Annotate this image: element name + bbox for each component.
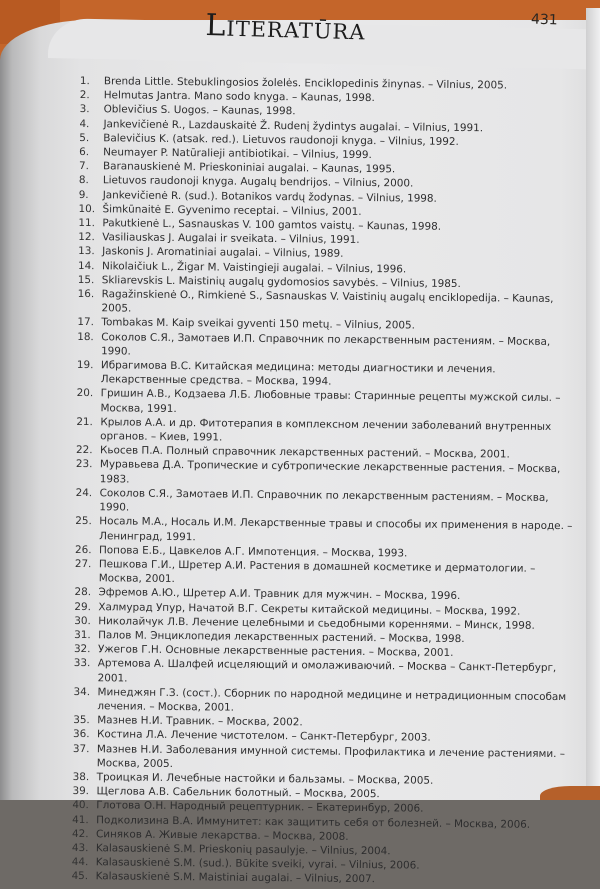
reference-text: Oblevičius S. Uogos. – Kaunas, 1998. <box>103 103 296 118</box>
reference-text: Николайчук Л.В. Лечение целебными и сьедобными кореннями. – Минск, 1998. <box>98 614 535 632</box>
reference-text: Ужегов Г.Н. Основные лекарственные растения. – Москва, 2001. <box>97 643 454 660</box>
reference-number: 22. <box>75 444 93 457</box>
reference-text: Balevičius K. (atsak. red.). Lietuvos raudonoji knyga. – Vilnius, 1992. <box>103 132 459 148</box>
reference-number: 4. <box>79 117 90 130</box>
reference-number: 1. <box>79 74 90 88</box>
reference-text: Щеглова А.В. Сабельник болотный. – Москва, 2005. <box>96 785 380 801</box>
reference-text: Jaskonis J. Aromatiniai augalai. – Vilnius, 1989. <box>102 245 344 261</box>
reference-text: Минеджян Г.З. (сост.). Сборник по народной медицине и нетрадиционным способам лечения. – Москва, 2001. <box>97 685 567 714</box>
reference-number: 41. <box>72 813 89 826</box>
reference-text: Артемова А. Шалфей исцеляющий и омолаживаючий. – Москва – Санкт-Петербург, 2001. <box>97 657 557 685</box>
reference-text: Šimkūnaitė E. Gyvenimo receptai. – Vilnius, 2001. <box>102 203 362 218</box>
reference-number: 25. <box>75 515 92 528</box>
reference-number: 29. <box>74 600 92 613</box>
reference-number: 35. <box>73 714 90 727</box>
reference-number: 17. <box>77 316 94 329</box>
reference-number: 14. <box>77 259 95 272</box>
reference-text: Попова Е.Б., Цавкелов А.Г. Импотенция. – Москва, 1993. <box>98 543 408 560</box>
reference-number: 26. <box>74 543 92 556</box>
reference-number: 19. <box>76 359 94 372</box>
reference-text: Пешкова Г.И., Шретер А.И. Растения в домашней косметике и дерматологии. – Москва, 2001. <box>98 558 536 586</box>
reference-text: Кьосев П.А. Полный справочник лекарственных растений. – Москва, 2001. <box>99 444 510 461</box>
reference-number: 5. <box>79 131 90 144</box>
reference-number: 43. <box>71 841 89 855</box>
reference-text: Ragažinskienė O., Rimkienė S., Sasnauskas V. Vaistinių augalų enciklopedija. – Kaunas, 2005. <box>101 288 554 315</box>
reference-text: Kalasauskienė S.M. (sud.). Būkite sveiki, vyrai. – Vilnius, 2006. <box>95 856 420 872</box>
reference-number: 44. <box>71 856 89 869</box>
reference-text: Kalasauskienė S.M. Prieskonių pasaulyje. – Vilnius, 2004. <box>95 842 391 858</box>
reference-number: 27. <box>74 557 92 571</box>
reference-list <box>72 74 580 889</box>
reference-text: Подколизина В.А. Иммунитет: как защитить себя от болезней. – Москва, 2006. <box>96 813 531 831</box>
reference-text: Tombakas M. Kaip sveikai gyventi 150 metų. – Vilnius, 2005. <box>101 316 416 332</box>
reference-text: Lietuvos raudonoji knyga. Augalų bendrijos. – Vilnius, 2000. <box>102 174 414 190</box>
reference-text: Троицкая И. Лечебные настойки и бальзамы. – Москва, 2005. <box>96 771 434 787</box>
reference-number: 39. <box>72 785 90 798</box>
reference-number: 2. <box>79 89 90 102</box>
reference-number: 24. <box>75 486 93 500</box>
reference-number: 28. <box>74 586 92 599</box>
reference-text: Neumayer P. Natūralieji antibiotikai. – Vilnius, 1999. <box>103 146 372 162</box>
reference-number: 45. <box>71 870 89 883</box>
page-title: Literatūra <box>205 8 367 48</box>
reference-text: Крылов А.А. и др. Фитотерапия в комплексном лечении заболеваний внутренных органов. – Киев, 1991. <box>100 416 552 444</box>
reference-text: Vasiliauskas J. Augalai ir sveikata. – Vilnius, 1991. <box>102 231 360 247</box>
reference-text: Baranauskienė M. Prieskoniniai augalai. – Kaunas, 1995. <box>102 160 396 176</box>
reference-number: 21. <box>76 415 93 429</box>
reference-number: 37. <box>72 742 90 755</box>
reference-number: 11. <box>78 217 96 230</box>
reference-text: Соколов С.Я., Замотаев И.П. Справочник по лекарственным растениям. – Москва, 1990. <box>101 330 551 358</box>
reference-text: Глотова О.Н. Народный рецептурник. – Екатеринбур, 2006. <box>96 799 424 815</box>
reference-number: 31. <box>74 628 91 642</box>
reference-number: 20. <box>76 387 94 400</box>
reference-text: Соколов С.Я., Замотаев И.П. Справочник по лекарственным растениям. – Москва, 1990. <box>99 487 549 514</box>
reference-number: 7. <box>78 160 90 173</box>
reference-text: Kalasauskienė S.M. Maistiniai augalai. – Vilnius, 2007. <box>95 870 375 886</box>
page-edge <box>586 8 600 800</box>
reference-text: Ибрагимова В.С. Китайская медицина: методы диагностики и лечения. Лекарственные средства. – Москва, 1994. <box>100 359 496 388</box>
reference-text: Мазнев Н.И. Заболевания имунной системы. Профилактика и лечение растениями. – Москва, 2005. <box>96 742 565 770</box>
reference-number: 13. <box>78 245 95 258</box>
reference-text: Jankevičienė R., Lazdauskaitė Ž. Rudenį žydintys augalai. – Vilnius, 1991. <box>103 117 484 134</box>
reference-number: 33. <box>73 657 91 670</box>
reference-number: 23. <box>75 458 93 471</box>
reference-number: 3. <box>79 103 90 116</box>
reference-number: 36. <box>73 728 90 741</box>
reference-text: Халмурад Упур, Начатой В.Г. Секреты китайской медицины. – Москва, 1992. <box>98 600 521 618</box>
reference-text: Jankevičienė R. (sud.). Botanikos vardų žodynas. – Vilnius, 1998. <box>102 188 437 205</box>
reference-number: 8. <box>78 174 89 187</box>
reference-text: Муравьева Д.А. Тропические и субтропические лекарственные растения. – Москва, 1983. <box>99 458 561 486</box>
reference-text: Nikolaičiuk L., Žigar M. Vaistingieji augalai. – Vilnius, 1996. <box>101 259 407 276</box>
reference-number: 12. <box>78 231 95 244</box>
reference-number: 40. <box>72 799 89 812</box>
reference-number: 16. <box>77 288 95 301</box>
reference-number: 38. <box>72 770 90 784</box>
reference-text: Костина Л.А. Лечение чистотелом. – Санкт-Петербург, 2003. <box>97 728 431 745</box>
reference-text: Синяков А. Живые лекарства. – Москва, 2008. <box>95 827 349 843</box>
reference-text: Brenda Little. Stebuklingosios žolelės. Enciklopedinis žinynas. – Vilnius, 2005. <box>103 75 508 92</box>
reference-number: 32. <box>73 643 91 656</box>
reference-number: 15. <box>77 273 95 287</box>
reference-text: Pakutkienė L., Sasnauskas V. 100 gamtos vaistų. – Kaunas, 1998. <box>102 217 442 233</box>
reference-number: 10. <box>78 202 96 215</box>
reference-number: 18. <box>77 330 94 343</box>
reference-text: Helmutas Jantra. Mano sodo knyga. – Kaunas, 1998. <box>103 89 375 105</box>
reference-text: Палов М. Энциклопедия лекарственных растений. – Москва, 1998. <box>98 629 465 645</box>
reference-text: Skliarevskis L. Maistinių augalų gydomosios savybės. – Vilnius, 1985. <box>101 274 461 290</box>
reference-number: 42. <box>71 827 89 840</box>
page-number: 431 <box>530 11 559 29</box>
reference-text: Эфремов А.Ю., Шретер А.И. Травник для мужчин. – Москва, 1996. <box>98 586 461 603</box>
reference-text: Носаль М.А., Носаль И.М. Лекарственные травы и способы их применения в народе. – Ленинград, 1991. <box>99 515 573 543</box>
reference-number: 34. <box>73 685 91 698</box>
reference-number: 6. <box>79 146 90 159</box>
reference-number: 30. <box>74 614 91 627</box>
reference-text: Мазнев Н.И. Травник. – Москва, 2002. <box>97 714 303 729</box>
reference-number: 9. <box>78 188 89 201</box>
reference-text: Гришин А.В., Кодзаева Л.Б. Любовные травы: Старинные рецепты мужской силы. – Москва, 1991. <box>100 387 561 415</box>
